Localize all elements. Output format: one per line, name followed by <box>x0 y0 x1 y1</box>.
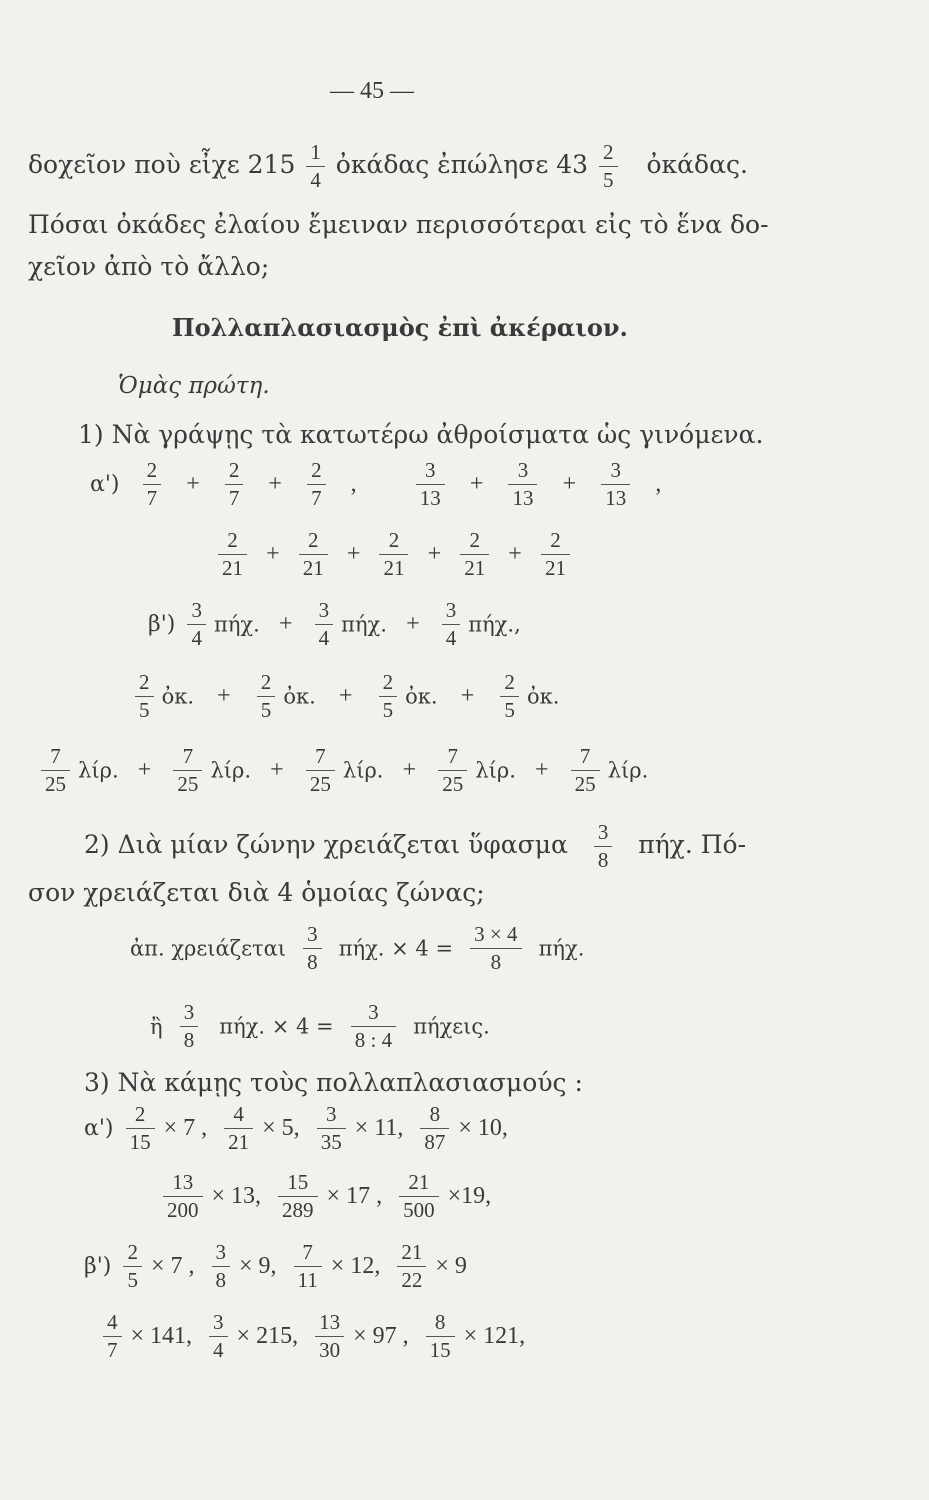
label-beta: β') <box>84 1254 112 1279</box>
multiplier: × 7 , <box>150 1253 195 1279</box>
intro-text-b: ὀκάδας ἐπώλησε 43 <box>335 150 589 179</box>
intro-text-a: δοχεῖον ποὺ εἶχε 215 <box>28 150 296 179</box>
label-beta: β') <box>148 612 176 637</box>
ex1-row-b3: $\frac{7}{25}$ λίρ. + $\frac{7}{25}$ λίρ. + $\frac{7}{25}$ λίρ. + $\frac{7}{25}$ λίρ. + $\frac{7}{25}$ λίρ. <box>38 746 648 795</box>
ex3-row-a1 <box>84 1104 522 1153</box>
section-title: Πολλαπλασιασμὸς ἐπὶ ἀκέραιον. <box>172 313 628 342</box>
fraction: $\frac{3}{4}$ <box>209 1312 228 1361</box>
multiplier: × 215, <box>236 1323 299 1349</box>
group-title: Ὁμὰς πρώτη. <box>118 373 270 399</box>
exercise-2-answer: ἀπ. χρειάζεται $\frac{3}{8}$ πήχ. × 4 = $\frac{3 \times 4}{8}$ πήχ. <box>130 922 585 974</box>
label-alpha: α') <box>90 472 120 497</box>
multiplier: × 7 , <box>163 1115 208 1141</box>
multiplier: × 11, <box>354 1115 404 1141</box>
fraction: $\frac{3}{8}$ <box>212 1242 231 1291</box>
multiplier: × 13, <box>211 1183 262 1209</box>
page-number: — 45 — <box>330 78 414 104</box>
multiplier: × 141, <box>130 1323 193 1349</box>
ex3-row-a2 <box>160 1172 505 1221</box>
exercise-2-line-1: 2) Διὰ μίαν ζώνην χρειάζεται ὕφασμα $\frac{3}{8}$ πήχ. Πό- <box>84 820 747 872</box>
exercise-1-prompt: 1) Νὰ γράψῃς τὰ κατωτέρω ἀθροίσματα ὡς γινόμενα. <box>78 420 764 449</box>
fraction: $\frac{15}{289}$ <box>278 1172 318 1221</box>
exercise-3-prompt: 3) Νὰ κάμῃς τοὺς πολλαπλασιασμούς : <box>84 1068 583 1097</box>
ex3-row-b1 <box>84 1242 481 1291</box>
multiplier: × 97 , <box>353 1323 409 1349</box>
fraction: $\frac{4}{21}$ <box>224 1104 253 1153</box>
intro-line-2: Πόσαι ὀκάδες ἐλαίου ἔμειναν περισσότεραι εἰς τὸ ἕνα δο- <box>28 210 769 239</box>
multiplier: × 9, <box>239 1253 277 1279</box>
multiplier: × 121, <box>463 1323 526 1349</box>
fraction: $\frac{8}{15}$ <box>426 1312 455 1361</box>
multiplier: × 5, <box>262 1115 300 1141</box>
fraction: $\frac{21}{22}$ <box>397 1242 426 1291</box>
intro-line-3: χεῖον ἀπὸ τὸ ἄλλο; <box>28 252 270 281</box>
multiplier: × 17 , <box>326 1183 383 1209</box>
fraction: $\frac{8}{87}$ <box>420 1104 449 1153</box>
multiplier: × 10, <box>458 1115 508 1141</box>
intro-text-c: ὀκάδας. <box>646 150 748 179</box>
fraction: $\frac{3}{35}$ <box>317 1104 346 1153</box>
fraction: $\frac{2}{5}$ <box>123 1242 142 1291</box>
intro-line-1 <box>28 142 748 191</box>
fraction: $\frac{21}{500}$ <box>399 1172 439 1221</box>
ex1-row-a: α') $\frac{2}{7}$ + $\frac{2}{7}$ + $\frac{2}{7}$ , $\frac{3}{13}$ + $\frac{3}{13}$ + $\frac{3}{13}$ , <box>90 458 662 510</box>
fraction: $\frac{4}{7}$ <box>103 1312 122 1361</box>
multiplier: × 12, <box>330 1253 381 1279</box>
exercise-2-alt: ἢ $\frac{3}{8}$ πήχ. × 4 = $\frac{3}{8 : 4}$ πήχεις. <box>150 1000 490 1052</box>
ex3-row-b2 <box>100 1312 539 1361</box>
fraction: $\frac{13}{200}$ <box>163 1172 203 1221</box>
ex1-row-a2: $\frac{2}{21}$ + $\frac{2}{21}$ + $\frac{2}{21}$ + $\frac{2}{21}$ + $\frac{2}{21}$ <box>210 530 578 579</box>
label-alpha: α') <box>84 1116 114 1141</box>
fraction: $\frac{13}{30}$ <box>315 1312 344 1361</box>
exercise-2-line-2: σον χρειάζεται διὰ 4 ὁμοίας ζώνας; <box>28 878 485 907</box>
ex1-row-b2: $\frac{2}{5}$ ὀκ. + $\frac{2}{5}$ ὀκ. + $\frac{2}{5}$ ὀκ. + $\frac{2}{5}$ ὀκ. <box>132 672 559 721</box>
fraction: $\frac{1}{4}$ <box>306 142 325 191</box>
fraction: $\frac{2}{5}$ <box>599 142 618 191</box>
multiplier: × 9 <box>435 1253 467 1279</box>
fraction: $\frac{7}{11}$ <box>294 1242 322 1291</box>
multiplier: ×19, <box>447 1183 492 1209</box>
fraction: $\frac{2}{15}$ <box>126 1104 155 1153</box>
ex1-row-b: β') $\frac{3}{4}$ πήχ. + $\frac{3}{4}$ πήχ. + $\frac{3}{4}$ πήχ., <box>148 598 521 650</box>
